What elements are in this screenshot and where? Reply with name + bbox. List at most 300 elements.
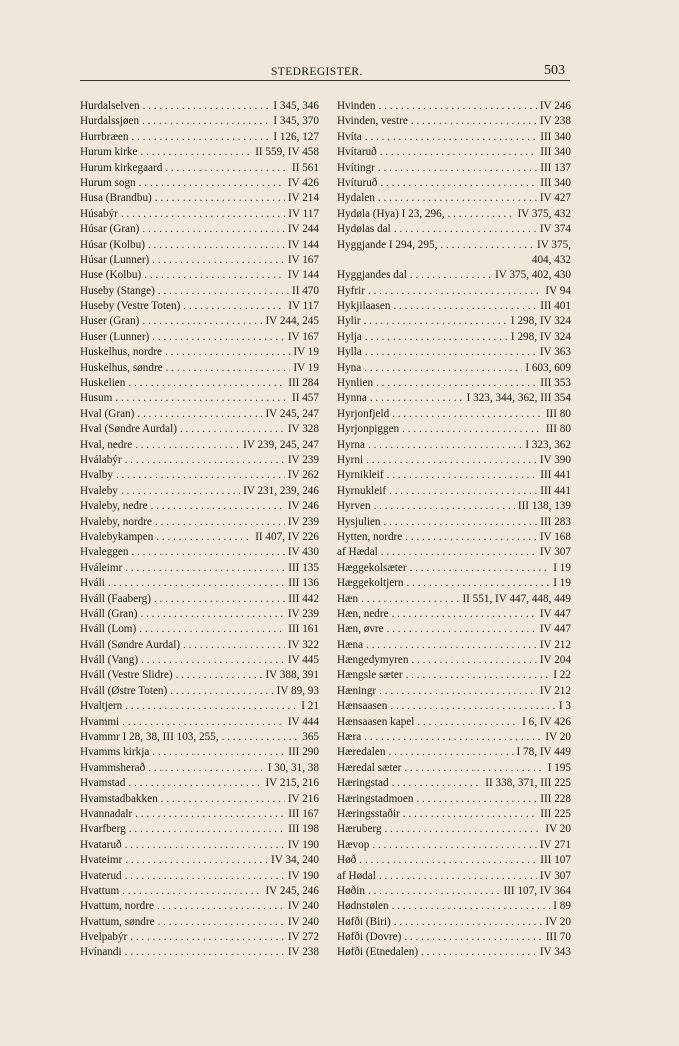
entry-reference: I 22 bbox=[553, 669, 571, 682]
index-entry bbox=[337, 668, 571, 683]
index-entry bbox=[337, 745, 571, 760]
entry-reference: IV 167 bbox=[287, 253, 319, 266]
entry-reference: III 136 bbox=[288, 577, 319, 590]
entry-name: Hurum sogn bbox=[80, 176, 136, 189]
entry-reference: IV 204 bbox=[539, 654, 571, 667]
entry-name: Hæredalen bbox=[337, 746, 386, 759]
dot-leader bbox=[394, 222, 537, 237]
dot-leader bbox=[125, 853, 268, 868]
index-entry bbox=[337, 468, 571, 483]
dot-leader bbox=[394, 915, 543, 930]
entry-name: Hurum kirkegaard bbox=[80, 161, 163, 174]
entry-reference: IV 238 bbox=[539, 115, 571, 128]
entry-name: Huskelien bbox=[80, 377, 126, 390]
index-entry bbox=[337, 699, 571, 714]
index-entry bbox=[337, 499, 571, 514]
entry-name: Hvínandi bbox=[80, 946, 122, 959]
page-number: 503 bbox=[544, 63, 565, 78]
dot-leader bbox=[135, 438, 240, 453]
index-entry bbox=[337, 99, 571, 114]
dot-leader bbox=[141, 653, 285, 668]
index-entry bbox=[337, 607, 571, 622]
entry-reference: IV 444 bbox=[287, 715, 319, 728]
index-entry bbox=[337, 253, 571, 268]
entry-name: Hurdalssjøen bbox=[80, 115, 140, 128]
dot-leader bbox=[129, 822, 285, 837]
entry-reference: I 323, 344, 362, III 354 bbox=[466, 392, 571, 405]
entry-reference: III 442 bbox=[288, 592, 319, 605]
index-entry bbox=[80, 222, 319, 237]
index-entry bbox=[80, 730, 319, 745]
index-entry bbox=[80, 822, 319, 837]
entry-reference: III 228 bbox=[540, 792, 571, 805]
entry-name: Hvammr I 28, 38, III 103, 255, bbox=[80, 731, 219, 744]
dot-leader bbox=[404, 930, 543, 945]
entry-name: Hvamstadbakken bbox=[80, 792, 158, 805]
entry-name: Hvaleby bbox=[80, 484, 118, 497]
dot-leader bbox=[152, 253, 285, 268]
dot-leader bbox=[366, 638, 537, 653]
entry-name: Hyfrir bbox=[337, 284, 365, 297]
dot-leader bbox=[387, 622, 537, 637]
dot-leader bbox=[158, 915, 285, 930]
entry-name: Huser (Gran) bbox=[80, 315, 140, 328]
entry-name: Hyrnukleif bbox=[337, 484, 387, 497]
index-entry bbox=[337, 915, 571, 930]
entry-reference: III 340 bbox=[540, 146, 571, 159]
entry-reference: IV 238 bbox=[287, 946, 319, 959]
entry-name: Hvarfberg bbox=[80, 823, 126, 836]
index-entry bbox=[337, 653, 571, 668]
entry-name: Hvíturuð bbox=[337, 176, 378, 189]
index-entry bbox=[337, 792, 571, 807]
entry-name: Hænsaasen bbox=[337, 700, 388, 713]
entry-reference: III 107, IV 364 bbox=[503, 884, 571, 897]
entry-reference: IV 363 bbox=[539, 346, 571, 359]
entry-name: Hvaleggen bbox=[80, 546, 129, 559]
entry-name: Hykjilaasen bbox=[337, 300, 391, 313]
index-entry bbox=[337, 622, 571, 637]
entry-name: Hødnstølen bbox=[337, 900, 389, 913]
dot-leader bbox=[392, 776, 483, 791]
index-entry bbox=[337, 361, 571, 376]
index-entry bbox=[80, 807, 319, 822]
entry-reference: I 78, IV 449 bbox=[516, 746, 571, 759]
entry-name: Hytten, nordre bbox=[337, 530, 403, 543]
entry-reference: I 298, IV 324 bbox=[510, 315, 571, 328]
dot-leader bbox=[411, 114, 537, 129]
entry-reference: III 283 bbox=[540, 515, 571, 528]
entry-name: Hvalby bbox=[80, 469, 113, 482]
dot-leader bbox=[405, 530, 537, 545]
entry-name: Hváll (Søndre Aurdal) bbox=[80, 638, 181, 651]
index-entry bbox=[337, 576, 571, 591]
dot-leader bbox=[165, 345, 290, 360]
entry-name: Hylir bbox=[337, 315, 361, 328]
entry-name: Hæn bbox=[337, 592, 359, 605]
entry-name: Hvammsherað bbox=[80, 761, 146, 774]
entry-name: Huser (Lunner) bbox=[80, 330, 150, 343]
entry-reference: IV 328 bbox=[287, 423, 319, 436]
entry-name: Høfði (Dovre) bbox=[337, 931, 402, 944]
entry-reference: IV 89, 93 bbox=[276, 684, 319, 697]
index-entry bbox=[80, 376, 319, 391]
entry-reference: III 353 bbox=[540, 377, 571, 390]
dot-leader bbox=[131, 545, 284, 560]
dot-leader bbox=[364, 730, 542, 745]
entry-name: Husa (Brandbu) bbox=[80, 192, 152, 205]
dot-leader bbox=[392, 407, 543, 422]
index-entry bbox=[80, 284, 319, 299]
dot-leader bbox=[116, 468, 285, 483]
index-entry bbox=[337, 838, 571, 853]
dot-leader bbox=[122, 715, 285, 730]
index-entry bbox=[80, 715, 319, 730]
index-entry bbox=[80, 776, 319, 791]
entry-reference: I 345, 346 bbox=[273, 100, 319, 112]
index-entry bbox=[80, 391, 319, 406]
entry-name: Hvateimr bbox=[80, 854, 123, 867]
entry-reference: I 89 bbox=[553, 900, 571, 913]
entry-reference: IV 427 bbox=[539, 192, 571, 205]
index-entry bbox=[80, 161, 319, 176]
entry-reference: I 603, 609 bbox=[525, 361, 571, 374]
dot-leader bbox=[416, 792, 537, 807]
entry-reference: IV 374 bbox=[539, 223, 571, 236]
entry-reference: IV 19 bbox=[293, 346, 319, 359]
entry-reference: IV 447 bbox=[539, 607, 571, 620]
dot-leader bbox=[392, 899, 551, 914]
index-entry bbox=[337, 314, 571, 329]
dot-leader bbox=[152, 330, 285, 345]
dot-leader bbox=[385, 822, 543, 837]
entry-name: Hurum kirke bbox=[80, 146, 138, 159]
index-entry bbox=[80, 576, 319, 591]
dot-leader bbox=[370, 391, 464, 406]
entry-name: Hængsle sæter bbox=[337, 669, 403, 682]
index-entry bbox=[337, 515, 571, 530]
entry-name: Hvalebykampen bbox=[80, 530, 154, 543]
entry-name: Høfði (Etnedalen) bbox=[337, 946, 419, 959]
index-entry bbox=[337, 561, 571, 576]
entry-reference: 404, 432 bbox=[531, 253, 571, 266]
dot-leader bbox=[130, 930, 285, 945]
dot-leader bbox=[139, 176, 285, 191]
entry-reference: IV 343 bbox=[539, 946, 571, 959]
dot-leader bbox=[157, 899, 285, 914]
entry-reference: IV 388, 391 bbox=[265, 669, 319, 682]
dot-leader bbox=[125, 561, 285, 576]
entry-name: Hæra bbox=[337, 731, 362, 744]
dot-leader bbox=[142, 314, 262, 329]
index-entry bbox=[337, 176, 571, 191]
index-entry bbox=[337, 530, 571, 545]
entry-name: Hyggjandes dal bbox=[337, 269, 407, 282]
dot-leader bbox=[125, 869, 285, 884]
entry-name: Hyrnikleif bbox=[337, 469, 384, 482]
dot-leader bbox=[389, 484, 537, 499]
entry-name: Hydalen bbox=[337, 192, 375, 205]
entry-name: Hyggjande I 294, 295, bbox=[337, 238, 438, 251]
entry-reference: IV 214 bbox=[287, 192, 319, 205]
entry-name: Huseby (Vestre Toten) bbox=[80, 300, 181, 313]
entry-name: Hyrjonfjeld bbox=[337, 407, 390, 420]
dot-leader bbox=[128, 376, 285, 391]
entry-reference: IV 307 bbox=[539, 869, 571, 882]
index-entry bbox=[80, 176, 319, 191]
entry-reference: III 340 bbox=[540, 176, 571, 189]
dot-leader bbox=[388, 745, 513, 760]
entry-reference: IV 271 bbox=[539, 838, 571, 851]
index-entry bbox=[80, 622, 319, 637]
index-entry bbox=[80, 638, 319, 653]
entry-reference: I 3 bbox=[558, 700, 571, 713]
entry-reference: III 167 bbox=[288, 807, 319, 820]
index-column-left bbox=[80, 99, 319, 961]
dot-leader bbox=[151, 499, 285, 514]
index-entry bbox=[80, 838, 319, 853]
entry-reference: IV 19 bbox=[293, 361, 319, 374]
index-entry bbox=[80, 361, 319, 376]
dot-leader bbox=[410, 268, 492, 283]
index-entry bbox=[337, 391, 571, 406]
entry-name: Hæn, nedre bbox=[337, 607, 389, 620]
index-entry bbox=[80, 561, 319, 576]
entry-reference: IV 430 bbox=[287, 546, 319, 559]
entry-reference: III 284 bbox=[288, 377, 319, 390]
dot-leader bbox=[361, 592, 459, 607]
index-entry bbox=[80, 684, 319, 699]
entry-reference: IV 390 bbox=[539, 453, 571, 466]
dot-leader bbox=[115, 391, 289, 406]
entry-name: Hysjulien bbox=[337, 515, 381, 528]
index-entry bbox=[80, 422, 319, 437]
entry-name: Hvamms kirkja bbox=[80, 746, 150, 759]
entry-name: Hurrbræen bbox=[80, 130, 129, 143]
dot-leader bbox=[166, 361, 291, 376]
entry-reference: IV 168 bbox=[539, 530, 571, 543]
entry-name: Huskelhus, søndre bbox=[80, 361, 163, 374]
dot-leader bbox=[155, 515, 285, 530]
entry-name: Hurdalselven bbox=[80, 100, 140, 112]
entry-reference: IV 246 bbox=[287, 500, 319, 513]
entry-reference: IV 231, 239, 246 bbox=[243, 484, 319, 497]
index-entry bbox=[80, 884, 319, 899]
dot-leader bbox=[125, 699, 298, 714]
index-entry bbox=[80, 515, 319, 530]
index-entry bbox=[337, 545, 571, 560]
entry-reference: III 161 bbox=[288, 623, 319, 636]
dot-leader bbox=[222, 730, 300, 745]
dot-leader bbox=[140, 607, 284, 622]
entry-name: Hvaleby, nedre bbox=[80, 500, 148, 513]
index-entry bbox=[80, 407, 319, 422]
dot-leader bbox=[135, 807, 285, 822]
dot-leader bbox=[142, 114, 270, 129]
index-entry bbox=[80, 114, 319, 129]
index-entry bbox=[80, 653, 319, 668]
entry-reference: II 407, IV 226 bbox=[255, 530, 319, 543]
index-entry bbox=[80, 314, 319, 329]
entry-reference: 365 bbox=[302, 731, 319, 744]
entry-reference: III 137 bbox=[540, 161, 571, 174]
dot-leader bbox=[125, 838, 285, 853]
entry-reference: III 138, 139 bbox=[517, 500, 571, 513]
entry-name: Hvammi bbox=[80, 715, 120, 728]
entry-name: Hænsaasen kapel bbox=[337, 715, 415, 728]
entry-reference: IV 272 bbox=[287, 931, 319, 944]
entry-name: Hváll (Lom) bbox=[80, 623, 137, 636]
entry-reference: IV 239 bbox=[287, 607, 319, 620]
index-entry bbox=[337, 776, 571, 791]
entry-reference: IV 117 bbox=[288, 207, 319, 220]
index-entry bbox=[337, 422, 571, 437]
dot-leader bbox=[417, 715, 519, 730]
entry-reference: IV 167 bbox=[287, 330, 319, 343]
entry-name: Hæruberg bbox=[337, 823, 382, 836]
entry-name: Hvelpabýr bbox=[80, 931, 128, 944]
index-entry bbox=[80, 745, 319, 760]
entry-name: Hynna bbox=[337, 392, 367, 405]
entry-name: Hæredal sæter bbox=[337, 761, 402, 774]
index-entry bbox=[337, 130, 571, 145]
dot-leader bbox=[379, 684, 537, 699]
dot-leader bbox=[365, 130, 537, 145]
entry-reference: II 338, 371, III 225 bbox=[485, 777, 571, 790]
entry-name: Hyrna bbox=[337, 438, 365, 451]
entry-reference: IV 20 bbox=[545, 915, 571, 928]
dot-leader bbox=[108, 576, 285, 591]
entry-name: Hæggekoltjern bbox=[337, 577, 404, 590]
index-entry bbox=[80, 869, 319, 884]
entry-reference: IV 212 bbox=[539, 638, 571, 651]
index-entry bbox=[80, 130, 319, 145]
index-entry bbox=[337, 899, 571, 914]
header-rule bbox=[80, 80, 570, 81]
entry-name: Hæringstadmoen bbox=[337, 792, 414, 805]
entry-name: Hváll (Faaberg) bbox=[80, 592, 151, 605]
entry-reference: IV 240 bbox=[287, 900, 319, 913]
entry-reference: IV 245, 246 bbox=[265, 884, 319, 897]
dot-leader bbox=[384, 515, 538, 530]
entry-reference: III 441 bbox=[540, 469, 571, 482]
entry-name: Hvinden bbox=[337, 100, 376, 112]
entry-reference: II 551, IV 447, 448, 449 bbox=[462, 592, 571, 605]
entry-name: Hvaleby, nordre bbox=[80, 515, 152, 528]
dot-leader bbox=[144, 268, 285, 283]
dot-leader bbox=[137, 407, 262, 422]
entry-reference: I 298, IV 324 bbox=[510, 330, 571, 343]
dot-leader bbox=[161, 792, 285, 807]
entry-name: Hváll (Gran) bbox=[80, 607, 138, 620]
entry-name: Hvaterud bbox=[80, 869, 122, 882]
dot-leader bbox=[365, 345, 537, 360]
dot-leader bbox=[142, 222, 284, 237]
index-entry bbox=[337, 207, 571, 222]
entry-name: Huskelhus, nordre bbox=[80, 346, 163, 359]
entry-name: Hváleimr bbox=[80, 561, 123, 574]
index-entry bbox=[80, 268, 319, 283]
index-entry bbox=[337, 807, 571, 822]
index-entry bbox=[80, 499, 319, 514]
index-entry bbox=[337, 161, 571, 176]
entry-reference: IV 239, 245, 247 bbox=[243, 438, 319, 451]
dot-leader bbox=[404, 761, 544, 776]
entry-reference: III 80 bbox=[545, 407, 571, 420]
index-entry bbox=[337, 345, 571, 360]
index-entry bbox=[80, 930, 319, 945]
entry-name: Hvannadalr bbox=[80, 807, 133, 820]
dot-leader bbox=[131, 130, 270, 145]
index-entry bbox=[337, 191, 571, 206]
entry-reference: IV 262 bbox=[287, 469, 319, 482]
entry-reference: IV 215, 216 bbox=[265, 777, 319, 790]
index-entry bbox=[337, 268, 571, 283]
entry-reference: IV 190 bbox=[287, 869, 319, 882]
index-entry bbox=[337, 884, 571, 899]
entry-name: Húsar (Kolbu) bbox=[80, 238, 145, 251]
dot-leader bbox=[180, 422, 285, 437]
dot-leader bbox=[176, 668, 263, 683]
index-entry bbox=[80, 853, 319, 868]
entry-reference: III 107 bbox=[540, 854, 571, 867]
entry-reference: IV 20 bbox=[545, 823, 571, 836]
entry-reference: IV 144 bbox=[287, 238, 319, 251]
entry-reference: III 135 bbox=[288, 561, 319, 574]
entry-reference: I 19 bbox=[553, 577, 571, 590]
index-entry bbox=[80, 330, 319, 345]
dot-leader bbox=[406, 668, 551, 683]
dot-leader bbox=[368, 438, 522, 453]
entry-reference: I 6, IV 426 bbox=[522, 715, 571, 728]
entry-reference: II 457 bbox=[291, 392, 319, 405]
dot-leader bbox=[122, 884, 262, 899]
entry-reference: IV 244, 245 bbox=[265, 315, 319, 328]
index-entry bbox=[337, 930, 571, 945]
index-entry bbox=[80, 792, 319, 807]
index-column-right bbox=[337, 99, 571, 961]
dot-leader bbox=[154, 592, 285, 607]
dot-leader bbox=[368, 284, 542, 299]
dot-leader bbox=[165, 161, 289, 176]
index-entry bbox=[337, 822, 571, 837]
entry-reference: I 195 bbox=[547, 761, 571, 774]
dot-leader bbox=[143, 99, 271, 114]
dot-leader bbox=[364, 361, 522, 376]
dot-leader bbox=[121, 484, 240, 499]
entry-name: Hvattum, søndre bbox=[80, 915, 155, 928]
entry-name: Hæringsstaðir bbox=[337, 807, 400, 820]
index-entry bbox=[80, 699, 319, 714]
dot-leader bbox=[158, 284, 289, 299]
entry-name: Hyrni bbox=[337, 453, 364, 466]
index-entry bbox=[80, 484, 319, 499]
entry-name: Hyrven bbox=[337, 500, 371, 513]
dot-leader bbox=[392, 607, 537, 622]
entry-reference: III 340 bbox=[540, 130, 571, 143]
entry-name: Hvítingr bbox=[337, 161, 375, 174]
dot-leader bbox=[374, 499, 515, 514]
entry-reference: III 401 bbox=[540, 300, 571, 313]
index-entry bbox=[80, 945, 319, 960]
index-entry bbox=[337, 945, 571, 960]
dot-leader bbox=[121, 207, 285, 222]
entry-reference: IV 212 bbox=[539, 684, 571, 697]
entry-name: Hvataruð bbox=[80, 838, 122, 851]
entry-name: Hvattum, nordre bbox=[80, 900, 154, 913]
dot-leader bbox=[364, 314, 508, 329]
entry-name: Hváll (Vestre Slidre) bbox=[80, 669, 173, 682]
